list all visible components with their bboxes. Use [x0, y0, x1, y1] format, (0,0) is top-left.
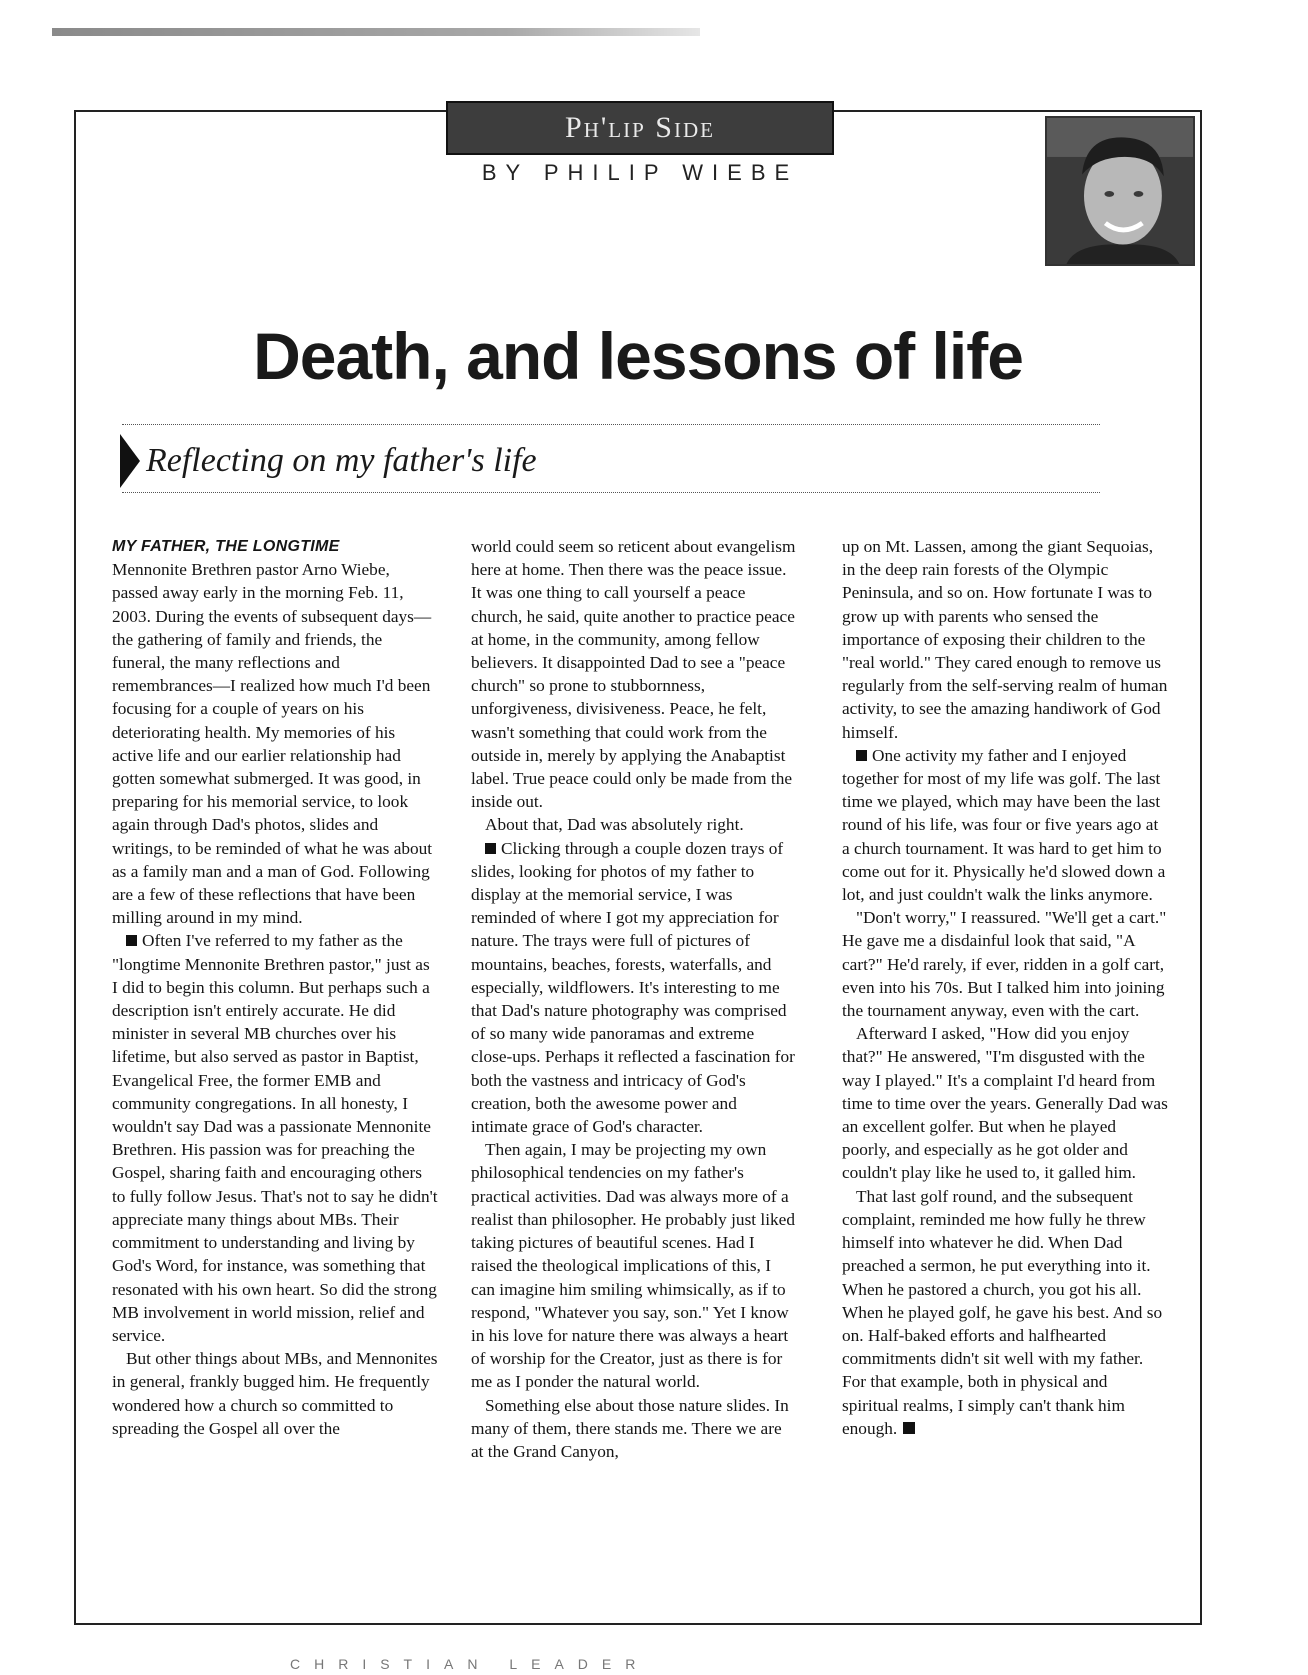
author-photo	[1045, 116, 1195, 266]
article-column-3	[842, 535, 1168, 1440]
lead-in: MY FATHER, THE LONGTIME	[112, 538, 340, 555]
article-column-2	[471, 535, 797, 1463]
paragraph: "Don't worry," I reassured. "We'll get a cart." He gave me a disdainful look that said, "A cart?" He'd rarely, if ever, ridden in a golf cart, even into his 70s. But I talked him into joining the tournament anyway, even with the cart.	[842, 908, 1167, 1021]
deck-top-rule	[122, 424, 1100, 425]
top-decorative-rule	[52, 28, 700, 36]
paragraph: But other things about MBs, and Mennonites in general, frankly bugged him. He frequently wondered how a church so committed to spreading the Gospel all over the	[112, 1349, 438, 1438]
author-portrait-icon	[1047, 118, 1193, 264]
section-bullet-icon	[485, 843, 496, 854]
paragraph-text: That last golf round, and the subsequent complaint, reminded me how fully he threw himself into whatever he did. When Dad preached a sermon, he put everything into it. When he pastored a church, you got his all. When he played golf, he gave his best. And so on. Half-baked efforts and halfhearted commitments didn't sit well with my father. For that example, both in physical and spiritual realms, I simply can't thank him enough.	[842, 1186, 1163, 1438]
paragraph-text: One activity my father and I enjoyed together for most of my life was golf. The last time we played, which may have been the last round of his life, was four or five years ago at a church tournament. It was hard to get him to come out for it. Physically he'd slowed down a lot, and just couldn't walk the links anymore.	[842, 745, 1166, 905]
byline: BY PHILIP WIEBE	[481, 160, 799, 185]
article-headline: Death, and lessons of life	[253, 319, 1023, 393]
paragraph	[842, 1185, 1168, 1440]
paragraph: Mennonite Brethren pastor Arno Wiebe, passed away early in the morning Feb. 11, 2003. During the events of subsequent days—the gathering of family and friends, the funeral, the many reflections and remembrances—I realized how much I'd been focusing for a couple of years on his deteriorating health. My memories of his active life and our earlier relationship had gotten somewhat submerged. It was good, in preparing for his memorial service, to look again through Dad's photos, slides and writings, to be reminded of what he was about as a family man and a man of God. Following are a few of these reflections that have been milling around in my mind.	[112, 560, 433, 928]
triangle-arrow-icon	[118, 432, 142, 490]
paragraph: Afterward I asked, "How did you enjoy that?" He answered, "I'm disgusted with the way I played." It's a complaint I'd heard from time to time over the years. Generally Dad was an excellent golfer. But when he played poorly, and especially as he got older and couldn't play like he used to, it galled him.	[842, 1024, 1168, 1183]
paragraph: world could seem so reticent about evangelism here at home. Then there was the peace issue. It was one thing to call yourself a peace church, he said, quite another to practice peace at home, in the community, among fellow believers. It disappointed Dad to see a "peace church" so prone to stubbornness, unforgiveness, divisiveness. Peace, he felt, wasn't something that could work from the outside in, merely by applying the Anabaptist label. True peace could only be made from the inside out.	[471, 537, 796, 812]
column-name: Ph'lip Side	[565, 111, 715, 144]
section-bullet-icon	[856, 750, 867, 761]
paragraph: Something else about those nature slides. In many of them, there stands me. There we are at the Grand Canyon,	[471, 1395, 789, 1461]
column-masthead	[446, 101, 834, 155]
paragraph	[112, 929, 438, 1347]
deck-bottom-rule	[122, 492, 1100, 493]
paragraph-text: Often I've referred to my father as the "longtime Mennonite Brethren pastor," just as I did to begin this column. But perhaps such a description isn't entirely accurate. He did minister in several MB churches over his lifetime, but also served as pastor in Baptist, Evangelical Free, the former EMB and community congregations. In all honesty, I wouldn't say Dad was a passionate Mennonite Brethren. His passion was for preaching the Gospel, sharing faith and encouraging others to fully follow Jesus. That's not to say he didn't appreciate many things about MBs. Their commitment to understanding and living by God's Word, for instance, was something that resonated with his own heart. So did the strong MB involvement in world mission, relief and service.	[112, 931, 438, 1345]
paragraph: About that, Dad was absolutely right.	[485, 815, 744, 835]
deck-text: Reflecting on my father's life	[146, 442, 537, 479]
paragraph	[471, 837, 797, 1139]
paragraph: up on Mt. Lassen, among the giant Sequoias, in the deep rain forests of the Olympic Peninsula, and so on. How fortunate I was to grow up with parents who sensed the importance of exposing their children to the "real world." They cared enough to remove us regularly from the self-serving realm of human activity, to see the amazing handiwork of God himself.	[842, 537, 1168, 742]
paragraph: Then again, I may be projecting my own philosophical tendencies on my father's practical activities. Dad was always more of a realist than philosopher. He probably just liked taking pictures of beautiful scenes. Had I raised the theological implications of this, I can imagine him smiling whimsically, as if to respond, "Whatever you say, son." Yet I know in his love for nature there was always a heart of worship for the Creator, just as there is for me as I ponder the natural world.	[471, 1140, 795, 1392]
paragraph	[842, 744, 1168, 906]
end-of-article-icon	[903, 1422, 915, 1434]
paragraph-text: Clicking through a couple dozen trays of slides, looking for photos of my father to display at the memorial service, I was reminded of where I got my appreciation for nature. The trays were full of pictures of mountains, beaches, forests, waterfalls, and especially, wildflowers. It's interesting to me that Dad's nature photography was comprised of so many wide panoramas and extreme close-ups. Perhaps it reflected a fascination for both the vastness and intricacy of God's creation, both the awesome power and intimate grace of God's character.	[471, 838, 795, 1137]
page-footer: CHRISTIAN LEADER	[290, 1656, 650, 1672]
deck	[118, 432, 537, 490]
section-bullet-icon	[126, 935, 137, 946]
article-column-1	[112, 535, 438, 1440]
